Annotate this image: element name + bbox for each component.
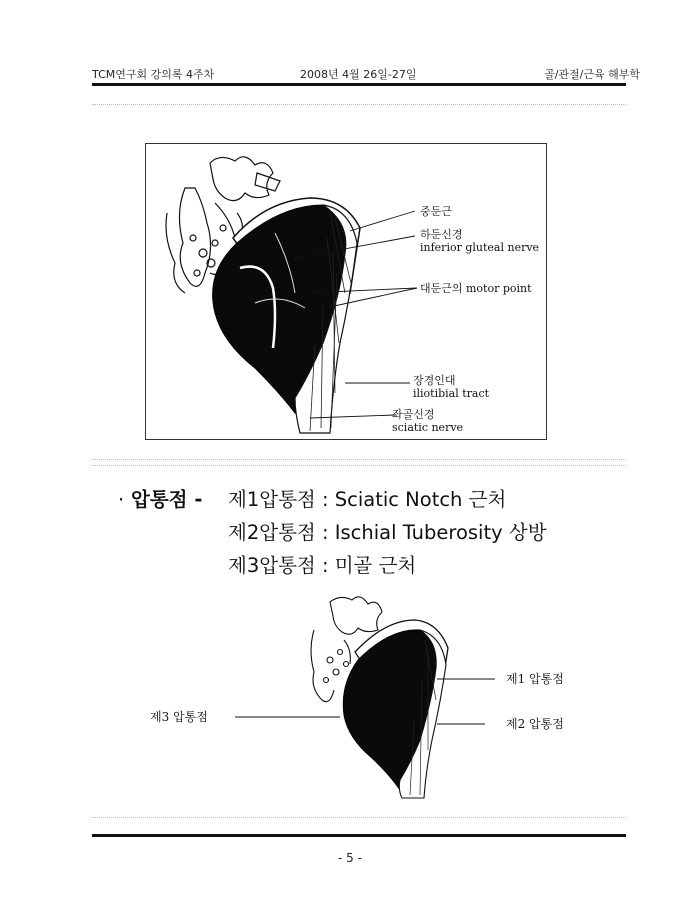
label-sciatic-nerve-en: sciatic nerve: [392, 421, 464, 434]
footer-rule: [92, 834, 626, 837]
header-left-text: TCM연구회 강의록 4주차: [92, 68, 215, 81]
label-tender-point-2: 제2 압통점: [506, 717, 564, 731]
title-dash: -: [194, 488, 203, 511]
label-gluteus-medius: 중둔근: [420, 205, 452, 218]
label-inferior-gluteal-nerve-ko: 하둔신경: [420, 228, 463, 241]
label-iliotibial-tract-en: iliotibial tract: [413, 387, 490, 400]
bullet-dot: ·: [118, 488, 125, 511]
header-right-text: 골/관절/근육 해부학: [544, 68, 640, 81]
label-iliotibial-tract-ko: 장경인대: [413, 374, 456, 387]
tender-points-title: 압통점 -: [131, 488, 203, 511]
label-tender-point-3: 제3 압통점: [150, 710, 208, 724]
label-sciatic-nerve-ko: 좌골신경: [392, 408, 435, 421]
tender-point-1: 제1압통점 : Sciatic Notch 근처: [228, 488, 507, 511]
header-date-text: 2008년 4월 26일-27일: [300, 68, 417, 81]
page-number: - 5 -: [338, 851, 362, 865]
footer-dotted-divider: [92, 817, 626, 818]
label-tender-point-1: 제1 압통점: [506, 672, 564, 686]
tender-point-3: 제3압통점 : 미골 근처: [228, 554, 417, 577]
label-inferior-gluteal-nerve-en: inferior gluteal nerve: [420, 241, 540, 254]
label-motor-point: 대둔근의 motor point: [420, 282, 532, 295]
tender-point-2: 제2압통점 : Ischial Tuberosity 상방: [228, 521, 547, 544]
